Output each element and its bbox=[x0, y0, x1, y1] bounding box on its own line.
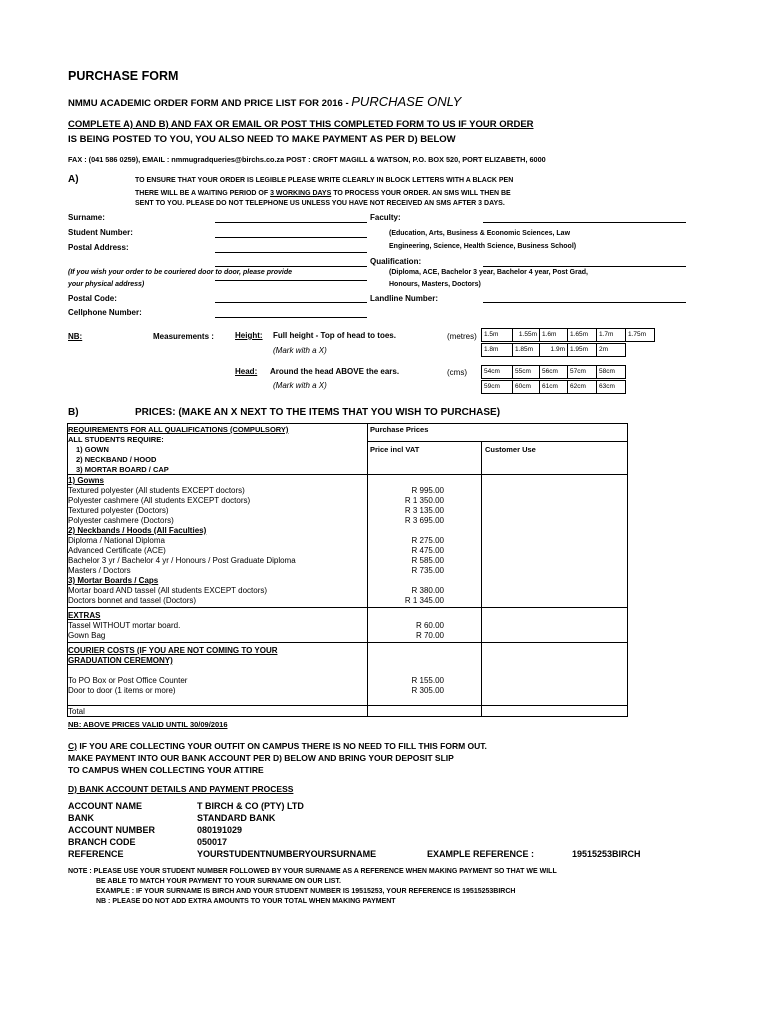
gowns-heading: 1) Gowns bbox=[68, 476, 105, 485]
table-divider bbox=[67, 642, 628, 643]
item-price: R 3 695.00 bbox=[404, 516, 444, 525]
price-validity-note: NB: ABOVE PRICES VALID UNTIL 30/09/2016 bbox=[68, 720, 228, 729]
head-option[interactable]: 62cm bbox=[567, 380, 597, 394]
bank-detail-value: 080191029 bbox=[197, 825, 243, 835]
extras-heading: EXTRAS bbox=[68, 611, 101, 620]
requirement-mortar: 3) MORTAR BOARD / CAP bbox=[76, 465, 169, 474]
payment-note-4: NB : PLEASE DO NOT ADD EXTRA AMOUNTS TO YOUR TOTAL WHEN MAKING PAYMENT bbox=[96, 898, 396, 905]
item-price: R 3 135.00 bbox=[404, 506, 444, 515]
bank-detail-label: BRANCH CODE bbox=[68, 837, 136, 847]
cellphone-field[interactable] bbox=[215, 317, 367, 318]
example-reference-label: EXAMPLE REFERENCE : bbox=[427, 849, 535, 859]
item-price: R 995.00 bbox=[411, 486, 444, 495]
notice-text: THERE WILL BE A WAITING PERIOD OF bbox=[135, 190, 271, 197]
table-divider bbox=[367, 423, 368, 717]
item-label: Bachelor 3 yr / Bachelor 4 yr / Honours / Post Graduate Diploma bbox=[68, 556, 296, 565]
student-number-label: Student Number: bbox=[68, 228, 133, 237]
notice-text: TO PROCESS YOUR ORDER. AN SMS WILL THEN BE bbox=[331, 190, 511, 197]
section-d-heading: D) BANK ACCOUNT DETAILS AND PAYMENT PROCESS bbox=[68, 784, 294, 794]
item-price: R 380.00 bbox=[411, 586, 444, 595]
height-option[interactable]: 1.75m bbox=[625, 328, 655, 342]
neckbands-heading: 2) Neckbands / Hoods (All Faculties) bbox=[68, 526, 207, 535]
qualification-note-2: Honours, Masters, Doctors) bbox=[389, 281, 481, 288]
postal-address-field-1[interactable] bbox=[215, 252, 367, 253]
instruction-line-1: COMPLETE A) AND B) AND FAX OR EMAIL OR POST THIS COMPLETED FORM TO US IF YOUR ORDER bbox=[68, 119, 534, 130]
bank-detail-label: ACCOUNT NAME bbox=[68, 801, 142, 811]
faculty-field[interactable] bbox=[483, 222, 686, 223]
price-incl-vat-header: Price incl VAT bbox=[370, 445, 420, 454]
qualification-note-1: (Diploma, ACE, Bachelor 3 year, Bachelor 4 year, Post Grad, bbox=[389, 269, 588, 276]
requirement-neckband: 2) NECKBAND / HOOD bbox=[76, 455, 157, 464]
requirements-header: REQUIREMENTS FOR ALL QUALIFICATIONS (COMPULSORY) bbox=[68, 425, 289, 434]
section-c-line-1 bbox=[68, 741, 487, 751]
height-option[interactable]: 1.65m bbox=[567, 328, 597, 342]
section-c-line-2: MAKE PAYMENT INTO OUR BANK ACCOUNT PER D) BELOW AND BRING YOUR DEPOSIT SLIP bbox=[68, 753, 454, 763]
item-label: To PO Box or Post Office Counter bbox=[68, 676, 188, 685]
item-label: Tassel WITHOUT mortar board. bbox=[68, 621, 181, 630]
total-label: Total bbox=[68, 707, 85, 716]
bank-detail-label: BANK bbox=[68, 813, 94, 823]
item-label: Diploma / National Diploma bbox=[68, 536, 165, 545]
bank-detail-value: YOURSTUDENTNUMBERYOURSURNAME bbox=[197, 849, 377, 859]
head-option[interactable]: 63cm bbox=[596, 380, 626, 394]
purchase-only-label: PURCHASE ONLY bbox=[351, 94, 462, 109]
height-option[interactable]: 1.6m bbox=[539, 328, 568, 342]
customer-use-header: Customer Use bbox=[485, 445, 536, 454]
waiting-period-notice bbox=[135, 190, 511, 197]
courier-heading-1: COURIER COSTS (IF YOU ARE NOT COMING TO YOUR bbox=[68, 646, 278, 655]
head-option[interactable]: 58cm bbox=[596, 365, 626, 379]
postal-code-label: Postal Code: bbox=[68, 294, 117, 303]
sms-notice: SENT TO YOU. PLEASE DO NOT TELEPHONE US UNLESS YOU HAVE NOT RECEIVED AN SMS AFTER 3 DAYS. bbox=[135, 200, 505, 207]
height-mark-instruction: (Mark with a X) bbox=[273, 346, 327, 355]
height-option[interactable]: 1.95m bbox=[567, 343, 597, 357]
item-price: R 735.00 bbox=[411, 566, 444, 575]
head-option[interactable]: 59cm bbox=[481, 380, 513, 394]
item-price: R 60.00 bbox=[415, 621, 444, 630]
qualification-field[interactable] bbox=[483, 266, 686, 267]
item-label: Polyester cashmere (Doctors) bbox=[68, 516, 174, 525]
measurements-label: Measurements : bbox=[153, 332, 214, 341]
section-c-label: C) bbox=[68, 741, 77, 751]
courier-note-1: (If you wish your order to be couriered door to door, please provide bbox=[68, 269, 293, 276]
payment-note-2: BE ABLE TO MATCH YOUR PAYMENT TO YOUR SURNAME ON OUR LIST. bbox=[96, 878, 341, 885]
height-option[interactable]: 1.55m bbox=[512, 328, 540, 342]
page-title: PURCHASE FORM bbox=[68, 69, 179, 83]
height-label: Height: bbox=[235, 331, 263, 340]
example-reference-value: 19515253BIRCH bbox=[572, 849, 641, 859]
courier-heading-2: GRADUATION CEREMONY) bbox=[68, 656, 173, 665]
item-price: R 275.00 bbox=[411, 536, 444, 545]
working-days-emphasis: 3 WORKING DAYS bbox=[270, 190, 332, 197]
item-label: Door to door (1 items or more) bbox=[68, 686, 176, 695]
faculty-note-1: (Education, Arts, Business & Economic Sciences, Law bbox=[389, 230, 571, 237]
section-b-heading: PRICES: (MAKE AN X NEXT TO THE ITEMS THAT YOU WISH TO PURCHASE) bbox=[135, 407, 501, 418]
postal-address-field-3[interactable] bbox=[215, 280, 367, 281]
height-option[interactable]: 1.85m bbox=[512, 343, 540, 357]
nb-label: NB: bbox=[68, 332, 83, 341]
height-description: Full height - Top of head to toes. bbox=[273, 331, 396, 340]
instruction-line-2: IS BEING POSTED TO YOU, YOU ALSO NEED TO MAKE PAYMENT AS PER D) BELOW bbox=[68, 134, 456, 145]
item-label: Doctors bonnet and tassel (Doctors) bbox=[68, 596, 197, 605]
table-divider bbox=[67, 607, 628, 608]
mortar-heading: 3) Mortar Boards / Caps bbox=[68, 576, 159, 585]
height-option[interactable]: 1.9m bbox=[539, 343, 568, 357]
table-divider bbox=[67, 705, 628, 706]
height-option[interactable]: 2m bbox=[596, 343, 626, 357]
bank-detail-value: T BIRCH & CO (PTY) LTD bbox=[197, 801, 304, 811]
item-price: R 155.00 bbox=[411, 676, 444, 685]
head-label: Head: bbox=[235, 367, 258, 376]
postal-code-field[interactable] bbox=[215, 302, 367, 303]
item-price: R 475.00 bbox=[411, 546, 444, 555]
payment-note-1: NOTE : PLEASE USE YOUR STUDENT NUMBER FOLLOWED BY YOUR SURNAME AS A REFERENCE WHEN MAKING PAYMENT SO THAT WE WILL bbox=[68, 868, 557, 875]
item-price: R 1 345.00 bbox=[404, 596, 444, 605]
item-label: Gown Bag bbox=[68, 631, 106, 640]
item-price: R 305.00 bbox=[411, 686, 444, 695]
head-option[interactable]: 57cm bbox=[567, 365, 597, 379]
bank-detail-label: REFERENCE bbox=[68, 849, 124, 859]
head-option[interactable]: 61cm bbox=[539, 380, 568, 394]
bank-detail-label: ACCOUNT NUMBER bbox=[68, 825, 155, 835]
height-unit: (metres) bbox=[447, 332, 477, 341]
payment-note-3: EXAMPLE : IF YOUR SURNAME IS BIRCH AND YOUR STUDENT NUMBER IS 19515253, YOUR REFERENCE IS 19515253BIRCH bbox=[96, 888, 516, 895]
height-option[interactable]: 1.5m bbox=[481, 328, 513, 342]
item-label: Masters / Doctors bbox=[68, 566, 131, 575]
bank-detail-value: 050017 bbox=[197, 837, 228, 847]
head-option[interactable]: 56cm bbox=[539, 365, 568, 379]
qualification-label: Qualification: bbox=[370, 257, 422, 266]
section-c-line-3: TO CAMPUS WHEN COLLECTING YOUR ATTIRE bbox=[68, 765, 264, 775]
head-mark-instruction: (Mark with a X) bbox=[273, 381, 327, 390]
item-label: Advanced Certificate (ACE) bbox=[68, 546, 166, 555]
head-unit: (cms) bbox=[447, 368, 467, 377]
cellphone-label: Cellphone Number: bbox=[68, 308, 142, 317]
table-divider bbox=[67, 474, 628, 475]
item-label: Mortar board AND tassel (All students EXCEPT doctors) bbox=[68, 586, 268, 595]
height-option[interactable]: 1.8m bbox=[481, 343, 513, 357]
requirement-gown: 1) GOWN bbox=[76, 445, 109, 454]
form-subtitle bbox=[68, 94, 461, 109]
item-price: R 585.00 bbox=[411, 556, 444, 565]
head-option[interactable]: 60cm bbox=[512, 380, 540, 394]
table-divider bbox=[481, 441, 482, 717]
all-students-require: ALL STUDENTS REQUIRE: bbox=[68, 435, 164, 444]
contact-details: FAX : (041 586 0259), EMAIL : nmmugradqueries@birchs.co.za POST : CROFT MAGILL & WATSON, P.O. BOX 520, PORT ELIZABETH, 6000 bbox=[68, 155, 546, 164]
section-a-label: A) bbox=[68, 174, 79, 185]
landline-field[interactable] bbox=[483, 302, 686, 303]
bank-detail-value: STANDARD BANK bbox=[197, 813, 276, 823]
item-label: Textured polyester (All students EXCEPT doctors) bbox=[68, 486, 245, 495]
surname-label: Surname: bbox=[68, 213, 105, 222]
faculty-label: Faculty: bbox=[370, 213, 401, 222]
table-divider bbox=[367, 441, 628, 442]
head-option[interactable]: 54cm bbox=[481, 365, 513, 379]
landline-label: Landline Number: bbox=[370, 294, 439, 303]
surname-field[interactable] bbox=[215, 222, 367, 223]
courier-note-2: your physical address) bbox=[68, 281, 145, 288]
student-number-field[interactable] bbox=[215, 237, 367, 238]
subtitle-text: NMMU ACADEMIC ORDER FORM AND PRICE LIST FOR 2016 - bbox=[68, 98, 349, 109]
section-c-text: IF YOU ARE COLLECTING YOUR OUTFIT ON CAMPUS THERE IS NO NEED TO FILL THIS FORM OUT. bbox=[76, 741, 487, 751]
height-option[interactable]: 1.7m bbox=[596, 328, 626, 342]
head-option[interactable]: 55cm bbox=[512, 365, 540, 379]
section-b-label: B) bbox=[68, 407, 79, 418]
postal-address-field-2[interactable] bbox=[215, 266, 367, 267]
purchase-prices-header: Purchase Prices bbox=[370, 425, 429, 434]
postal-address-label: Postal Address: bbox=[68, 243, 129, 252]
item-price: R 1 350.00 bbox=[404, 496, 444, 505]
legibility-notice: TO ENSURE THAT YOUR ORDER IS LEGIBLE PLEASE WRITE CLEARLY IN BLOCK LETTERS WITH A BLACK PEN bbox=[135, 177, 514, 184]
item-price: R 70.00 bbox=[415, 631, 444, 640]
item-label: Textured polyester (Doctors) bbox=[68, 506, 169, 515]
faculty-note-2: Engineering, Science, Health Science, Business School) bbox=[389, 243, 577, 250]
head-description: Around the head ABOVE the ears. bbox=[270, 367, 400, 376]
item-label: Polyester cashmere (All students EXCEPT doctors) bbox=[68, 496, 251, 505]
